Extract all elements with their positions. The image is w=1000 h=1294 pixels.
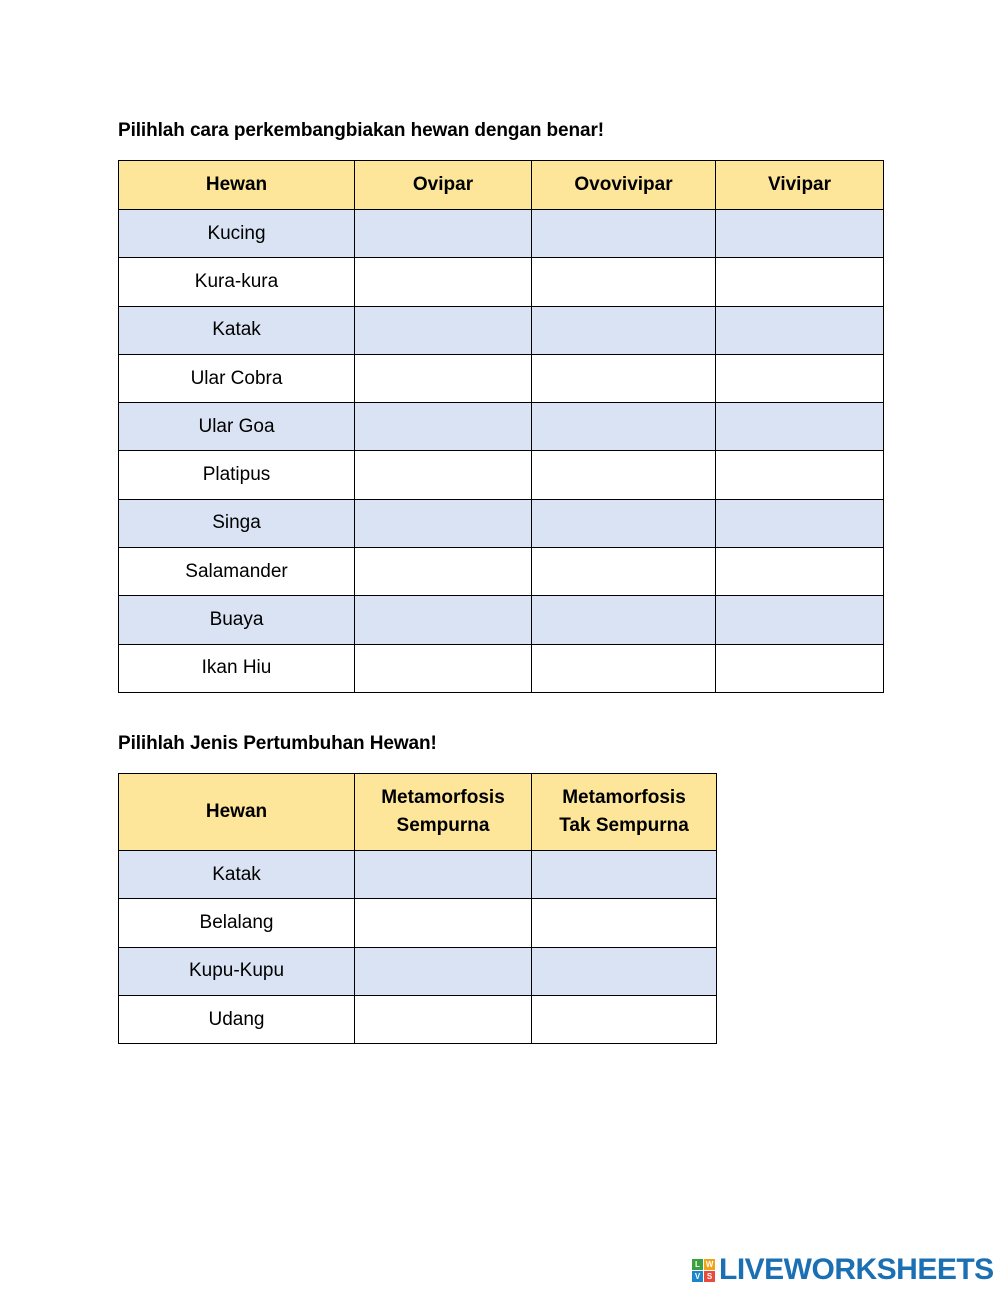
table-row <box>119 306 884 354</box>
answer-cell[interactable] <box>532 499 716 547</box>
answer-cell[interactable] <box>355 354 532 402</box>
col-header-metamorfosis-sempurna <box>355 774 532 851</box>
section2-heading: Pilihlah Jenis Pertumbuhan Hewan! <box>118 733 437 754</box>
table-row <box>119 354 884 402</box>
animal-name-cell: Platipus <box>119 451 355 499</box>
animal-name-cell: Singa <box>119 499 355 547</box>
answer-cell[interactable] <box>532 644 716 692</box>
table-header-row <box>119 774 717 851</box>
col-header-ovipar: Ovipar <box>355 161 532 210</box>
animal-name-cell: Udang <box>119 995 355 1043</box>
answer-cell[interactable] <box>532 899 717 947</box>
answer-cell[interactable] <box>355 995 532 1043</box>
answer-cell[interactable] <box>355 947 532 995</box>
table-row <box>119 995 717 1043</box>
logo-text: LIVEWORKSHEETS <box>719 1253 994 1286</box>
answer-cell[interactable] <box>532 596 716 644</box>
logo-letter: L <box>692 1259 703 1270</box>
liveworksheets-logo <box>692 1254 994 1286</box>
table-row <box>119 947 717 995</box>
answer-cell[interactable] <box>355 548 532 596</box>
animal-name-cell: Ular Cobra <box>119 354 355 402</box>
animal-name-cell: Kucing <box>119 210 355 258</box>
table-row <box>119 644 884 692</box>
answer-cell[interactable] <box>716 644 884 692</box>
answer-cell[interactable] <box>532 947 717 995</box>
animal-name-cell: Kupu-Kupu <box>119 947 355 995</box>
col-header-line: Metamorfosis <box>381 787 505 808</box>
animal-name-cell: Buaya <box>119 596 355 644</box>
answer-cell[interactable] <box>355 210 532 258</box>
answer-cell[interactable] <box>355 403 532 451</box>
animal-name-cell: Ular Goa <box>119 403 355 451</box>
table-row <box>119 499 884 547</box>
table-row <box>119 899 717 947</box>
animal-name-cell: Belalang <box>119 899 355 947</box>
answer-cell[interactable] <box>355 644 532 692</box>
answer-cell[interactable] <box>355 596 532 644</box>
animal-name-cell: Salamander <box>119 548 355 596</box>
answer-cell[interactable] <box>716 499 884 547</box>
table-row <box>119 403 884 451</box>
answer-cell[interactable] <box>355 899 532 947</box>
logo-letter: S <box>704 1271 715 1282</box>
col-header-line: Sempurna <box>396 815 490 836</box>
logo-mark-icon <box>692 1259 715 1282</box>
answer-cell[interactable] <box>532 354 716 402</box>
section1-heading: Pilihlah cara perkembangbiakan hewan dengan benar! <box>118 120 604 141</box>
col-header-line: Tak Sempurna <box>559 815 689 836</box>
answer-cell[interactable] <box>716 596 884 644</box>
col-header-line: Metamorfosis <box>562 787 686 808</box>
answer-cell[interactable] <box>532 995 717 1043</box>
answer-cell[interactable] <box>532 210 716 258</box>
animal-name-cell: Kura-kura <box>119 258 355 306</box>
answer-cell[interactable] <box>532 451 716 499</box>
answer-cell[interactable] <box>355 851 532 899</box>
answer-cell[interactable] <box>355 258 532 306</box>
col-header-line: Hewan <box>205 801 268 822</box>
answer-cell[interactable] <box>716 210 884 258</box>
answer-cell[interactable] <box>532 851 717 899</box>
table-row <box>119 851 717 899</box>
answer-cell[interactable] <box>716 451 884 499</box>
answer-cell[interactable] <box>716 403 884 451</box>
logo-letter: W <box>705 1259 714 1269</box>
answer-cell[interactable] <box>532 548 716 596</box>
col-header-ovovivipar: Ovovivipar <box>532 161 716 210</box>
answer-cell[interactable] <box>355 451 532 499</box>
table-row <box>119 548 884 596</box>
answer-cell[interactable] <box>532 403 716 451</box>
growth-table <box>118 773 717 1044</box>
table-row <box>119 596 884 644</box>
answer-cell[interactable] <box>716 258 884 306</box>
animal-name-cell: Katak <box>119 851 355 899</box>
animal-name-cell: Katak <box>119 306 355 354</box>
col-header-vivipar: Vivipar <box>716 161 884 210</box>
table-header-row <box>119 161 884 210</box>
table-row <box>119 210 884 258</box>
answer-cell[interactable] <box>716 354 884 402</box>
col-header-hewan <box>119 774 355 851</box>
logo-letter: V <box>692 1271 703 1282</box>
col-header-hewan: Hewan <box>119 161 355 210</box>
animal-name-cell: Ikan Hiu <box>119 644 355 692</box>
answer-cell[interactable] <box>355 499 532 547</box>
answer-cell[interactable] <box>532 258 716 306</box>
table-row <box>119 258 884 306</box>
answer-cell[interactable] <box>716 306 884 354</box>
answer-cell[interactable] <box>716 548 884 596</box>
answer-cell[interactable] <box>532 306 716 354</box>
table-row <box>119 451 884 499</box>
col-header-metamorfosis-tak-sempurna <box>532 774 717 851</box>
reproduction-table <box>118 160 884 693</box>
answer-cell[interactable] <box>355 306 532 354</box>
